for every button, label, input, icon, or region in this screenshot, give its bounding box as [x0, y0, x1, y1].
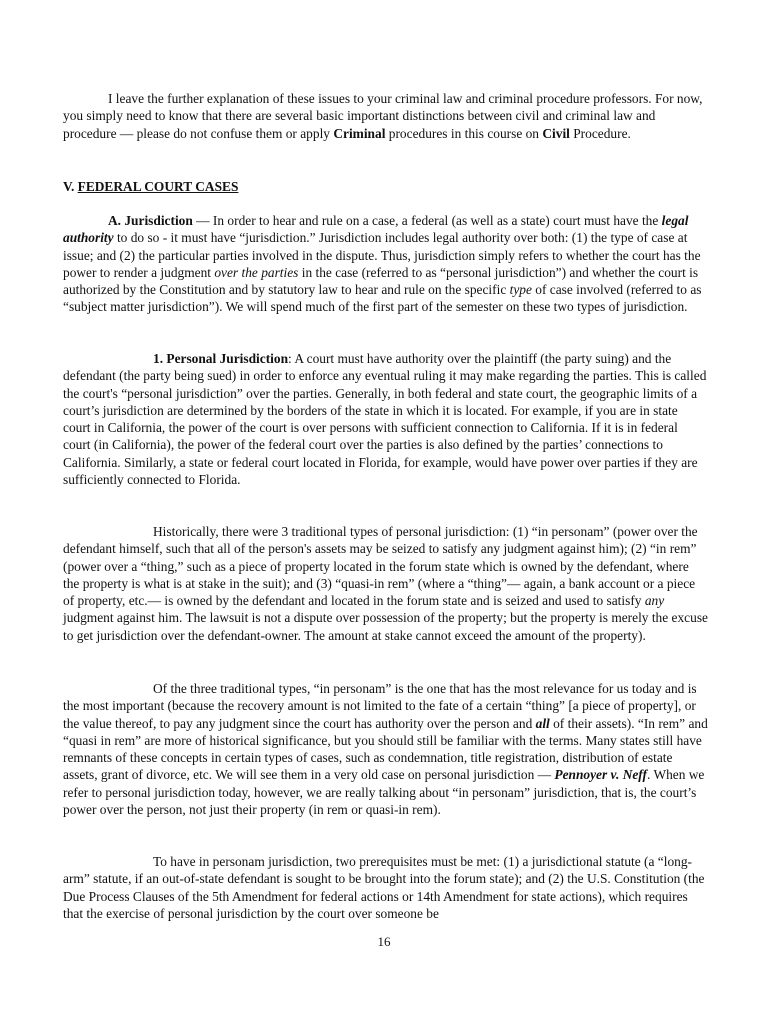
text-run: — In order to hear and rule on a case, a federal (as well as a state) court must have the [192, 213, 662, 228]
text-run: in the case (referred to as “personal jurisdiction”) and whether the court is authorized by the Constitution and by statutory law to hear and rule on the specific [63, 264, 699, 298]
emphasis-legal-authority: legal authority [63, 213, 689, 246]
text-run: Historically, there were 3 traditional types of personal jurisdiction: (1) “in personam” (power over the defendant himself, such that all of the person's assets may be seized to satisfy any judgment against him); (2) “in rem” (power over a “thing,” such as a piece of property located in the forum state which is owned by the defendant, where the property is what is at stake in the suit); and (3) “quasi-in rem” (where a “thing”— again, a bank account or a piece of property, etc.— is owned by the defendant and located in the forum state and is seized and used to satisfy [63, 524, 698, 609]
section-heading [63, 178, 238, 195]
bold-term-criminal: Criminal [333, 125, 386, 141]
text-run: : A court must have authority over the plaintiff (the party suing) and the defendant (the party being sued) in order to enforce any eventual ruling it may make regarding the parties. This is called the court's “personal jurisdiction” over the parties. Generally, in both federal and state court, the geographic limits of a court’s jurisdiction are determined by the borders of the state in which it is located. For example, if you are in state court in California, the power of the court is over persons with sufficient connection to California. If it is in federal court (in California), the power of the federal court over the parties is also defined by the parties’ connections to California. Similarly, a state or federal court located in Florida, for example, would have power over parties if they are sufficiently connected to Florida. [63, 351, 707, 488]
paragraph-jurisdiction [63, 212, 708, 316]
emphasis-any: any [644, 593, 665, 609]
text-run: . When we refer to personal jurisdiction today, however, we are really talking about “in personam” jurisdiction, that is, the court’s power over the person, not just their property (in rem or quasi-in rem). [63, 767, 705, 818]
page-number: 16 [377, 934, 391, 949]
bold-term-civil: Civil [542, 125, 570, 141]
text-run: To have in personam jurisdiction, two prerequisites must be met: (1) a jurisdictional statute (a “long-arm” statute, if an out-of-state defendant is sought to be brought into the forum state); and (2) the U.S. Constitution (the Due Process Clauses of the 5th Amendment for federal actions or 14th Amendment for state actions), which requires that the exercise of personal jurisdiction by the court over someone be [63, 854, 705, 921]
subheading-jurisdiction: A. Jurisdiction [108, 213, 193, 228]
emphasis-all: all [535, 715, 550, 731]
text-run: judgment against him. The lawsuit is not a dispute over possession of the property; but the property is merely the excuse to get jurisdiction over the defendant-owner. The amount at stake cannot exceed the amount of the property). [63, 610, 708, 643]
emphasis-type: type [509, 282, 532, 298]
text-run: of their assets). “In rem” and “quasi in rem” are more of historical significance, but you should still be familiar with the terms. Many states still have remnants of these concepts in certain types of cases, such as condemnation, title registration, distribution of estate assets, grant of divorce, etc. We will see them in a very old case on personal jurisdiction — [63, 715, 708, 783]
emphasis-over-the-parties: over the parties [214, 264, 299, 280]
text-run: I leave the further explanation of these issues to your criminal law and criminal procedure professors. For now, you simply need to know that there are several basic important distinctions between civil and criminal law and procedure — please do not confuse them or apply [63, 91, 703, 141]
text-run: Of the three traditional types, “in personam” is the one that has the most relevance for us today and is the most important (because the recovery amount is not limited to the fate of a certain “thing” [a piece of property], or the value thereof, to pay any judgment since the court has authority over the person and [63, 681, 697, 731]
section-number: V. [63, 179, 78, 194]
case-name-pennoyer-v-neff: Pennoyer v. Neff [554, 767, 647, 783]
text-run: Procedure. [569, 125, 631, 141]
paragraph-personal-jurisdiction [63, 350, 708, 488]
paragraph-prerequisites [63, 853, 708, 922]
section-title: FEDERAL COURT CASES [77, 179, 239, 194]
text-run: procedures in this course on [385, 125, 543, 141]
paragraph-traditional-types [63, 523, 708, 644]
paragraph-in-personam [63, 680, 708, 818]
subheading-personal-jurisdiction: 1. Personal Jurisdiction [153, 351, 289, 366]
text-run: to do so - it must have “jurisdiction.” Jurisdiction includes legal authority over both: (1) the type of case at issue; and (2) the particular parties involved in the dispute. Thus, jurisdiction simply refers to whether the court has the power to render a judgment [63, 230, 701, 280]
paragraph-intro [63, 90, 708, 142]
text-run: of case involved (referred to as “subject matter jurisdiction”). We will spend much of the first part of the semester on these two types of jurisdiction. [63, 282, 702, 315]
